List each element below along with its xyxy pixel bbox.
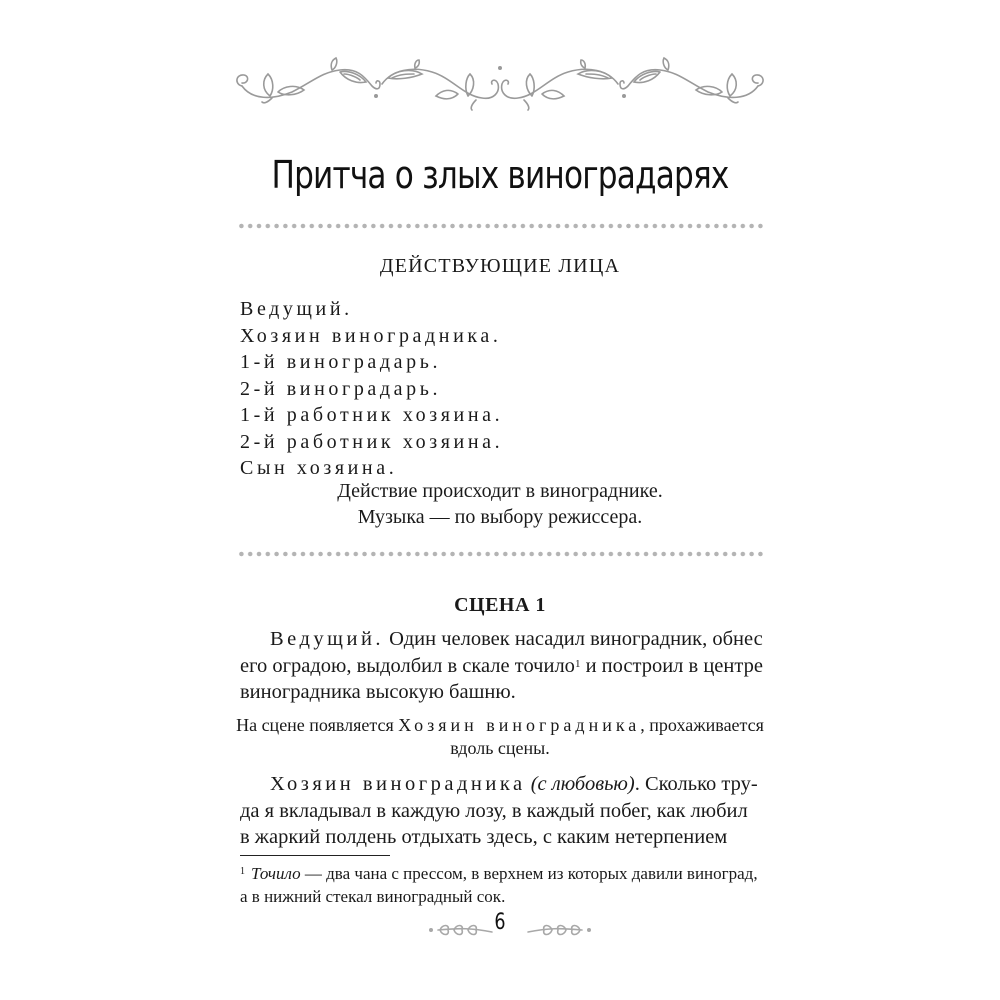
setting-line: Действие происходит в винограднике.: [337, 480, 663, 502]
paragraph-text: его оградою, выдолбил в скале точило: [240, 654, 575, 677]
stage-remark: (с любовью): [530, 773, 635, 795]
speaker-name: Ведущий.: [270, 628, 385, 650]
footnote-reference[interactable]: 1: [574, 657, 581, 670]
cast-member: Ведущий.: [240, 298, 353, 320]
cast-member: Хозяин виноградника.: [240, 324, 502, 347]
cast-member: Сын хозяина.: [240, 457, 398, 479]
cast-heading: ДЕЙСТВУЮЩИЕ ЛИЦА: [379, 255, 621, 277]
character-name: Хозяин виноградника: [398, 715, 641, 735]
setting-note: [0, 478, 1000, 530]
cast-list: [240, 296, 503, 482]
speaker-name: Хозяин виноградника: [270, 773, 526, 795]
scene-title: СЦЕНА 1: [454, 594, 546, 616]
setting-line: Музыка — по выбору режиссера.: [357, 506, 643, 528]
stage-direction: [232, 714, 768, 760]
play-title: Притча о злых виноградарях: [271, 153, 729, 198]
paragraph-text: в жаркий полдень отдыхать здесь, с каким нетерпением: [240, 826, 728, 848]
cast-member: 2-й виноградарь.: [240, 377, 442, 400]
footnote: [240, 862, 764, 908]
page-number: 6: [494, 910, 506, 935]
paragraph-text: виноградника высокую башню.: [240, 681, 516, 703]
floral-header-ornament-icon: [232, 56, 768, 112]
stage-text: На сцене появляется: [236, 715, 399, 735]
paragraph-text: . Сколько тру-: [634, 773, 758, 795]
stage-text: вдоль сцены.: [450, 738, 550, 758]
owner-paragraph: [240, 771, 762, 851]
footnote-separator: [240, 855, 390, 856]
footnote-number: 1: [240, 866, 245, 877]
stage-text: , прохаживается: [640, 715, 764, 735]
dotted-divider: [237, 222, 763, 230]
paragraph-text: Один человек насадил виноградник, обнес: [389, 628, 763, 650]
footnote-term: Точило: [251, 864, 301, 883]
paragraph-text: и построил в центре: [580, 654, 763, 677]
paragraph-text: да я вкладывал в каждую лозу, в каждый побег, как любил: [240, 799, 748, 822]
cast-member: 1-й виноградарь.: [240, 351, 442, 373]
dotted-divider: [237, 550, 763, 558]
cast-member: 1-й работник хозяина.: [240, 404, 504, 426]
narrator-paragraph: [240, 626, 762, 706]
footnote-text: а в нижний стекал виноградный сок.: [240, 887, 506, 906]
footnote-text: — два чана с прессом, в верхнем из которых давили виноград,: [300, 864, 758, 883]
cast-member: 2-й работник хозяина.: [240, 430, 504, 453]
